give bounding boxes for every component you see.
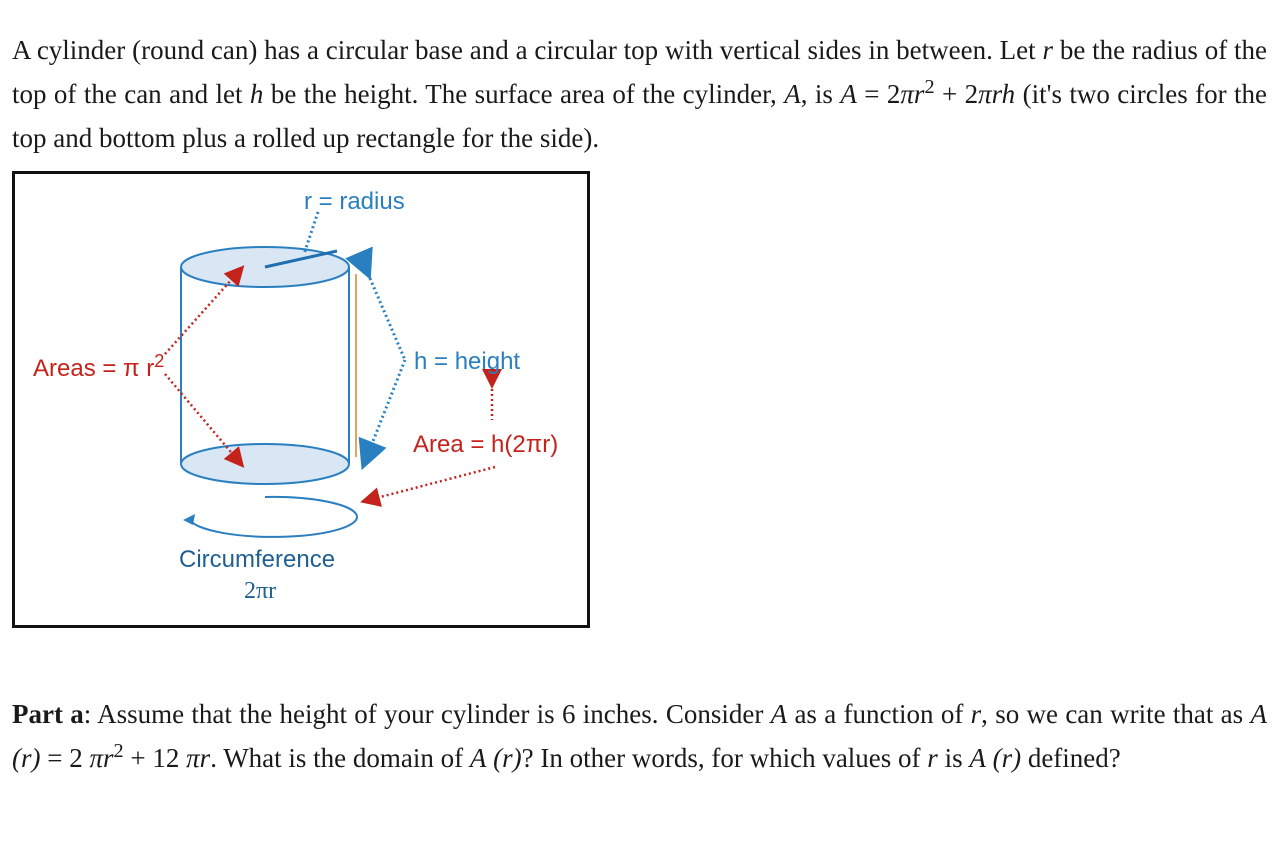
circumference-formula: 2πr [244, 578, 277, 604]
math-r: r [1042, 35, 1053, 65]
part-a-text: as a function of [787, 699, 971, 729]
areas-label-text: Areas = π r [33, 355, 155, 382]
formula-plus: + 2 [934, 79, 979, 109]
radius-pointer [304, 212, 318, 254]
math-h: h [249, 79, 264, 109]
areas-pointer-top [165, 269, 241, 354]
intro-paragraph [12, 28, 1267, 160]
formula-pi-r-h: πrh [978, 79, 1016, 109]
part-a-text: ? In other words, for which values of [521, 743, 928, 773]
circumference-arc [190, 497, 357, 537]
part-a-text: inches. Consider [575, 699, 771, 729]
radius-label: r = radius [304, 188, 405, 215]
part-a-text: defined? [1021, 743, 1121, 773]
formula-exponent: 2 [924, 76, 935, 98]
side-area-label: Area = h(2πr) [413, 431, 559, 458]
defined-arg: (r) [992, 743, 1022, 773]
function-plus: + 12 [123, 743, 187, 773]
intro-text: be the height. The surface area of the cylinder, [263, 79, 785, 109]
areas-label-exponent: 2 [154, 351, 165, 371]
function-pi-r: πr [186, 743, 211, 773]
formula-A: A [840, 79, 857, 109]
math-r: r [927, 743, 938, 773]
defined-A: A [969, 743, 986, 773]
formula-pi-r: πr [900, 79, 925, 109]
part-a-heading: Part a [12, 699, 84, 729]
function-pi-r: πr [89, 743, 114, 773]
intro-text: be the radius of the top of the can and let [12, 35, 1267, 109]
part-a-text: : Assume that the height of your cylinder is [83, 699, 562, 729]
side-area-pointer [365, 467, 495, 501]
height-bracket-top [366, 269, 405, 360]
cylinder-diagram [12, 171, 590, 628]
height-bracket-bottom [366, 360, 405, 459]
function-A: A [1250, 699, 1267, 729]
circumference-arrowhead [183, 514, 195, 525]
cylinder-bottom [181, 444, 349, 484]
domain-A: A [469, 743, 487, 773]
part-a-paragraph [12, 692, 1267, 780]
part-a-text: is [937, 743, 970, 773]
math-r: r [970, 699, 982, 729]
intro-text: A cylinder (round can) has a circular base and a circular top with vertical sides in between. Let [12, 35, 1043, 65]
part-a-text: , so we can write that as [981, 699, 1251, 729]
domain-arg: (r) [493, 743, 522, 773]
function-eq: = 2 [40, 743, 90, 773]
height-label: h = height [414, 348, 521, 375]
function-arg: (r) [12, 743, 41, 773]
formula-eq: = 2 [856, 79, 901, 109]
areas-label [33, 351, 165, 383]
part-a-text: . What is the domain of [210, 743, 470, 773]
intro-text: (it's two circles for the top and bottom plus a rolled up rectangle for the side). [12, 79, 1268, 153]
height-value: 6 [561, 699, 576, 729]
math-A: A [784, 79, 801, 109]
intro-text: , is [800, 79, 841, 109]
circumference-label: Circumference [179, 546, 336, 573]
function-exponent: 2 [113, 740, 124, 762]
math-A: A [770, 699, 788, 729]
